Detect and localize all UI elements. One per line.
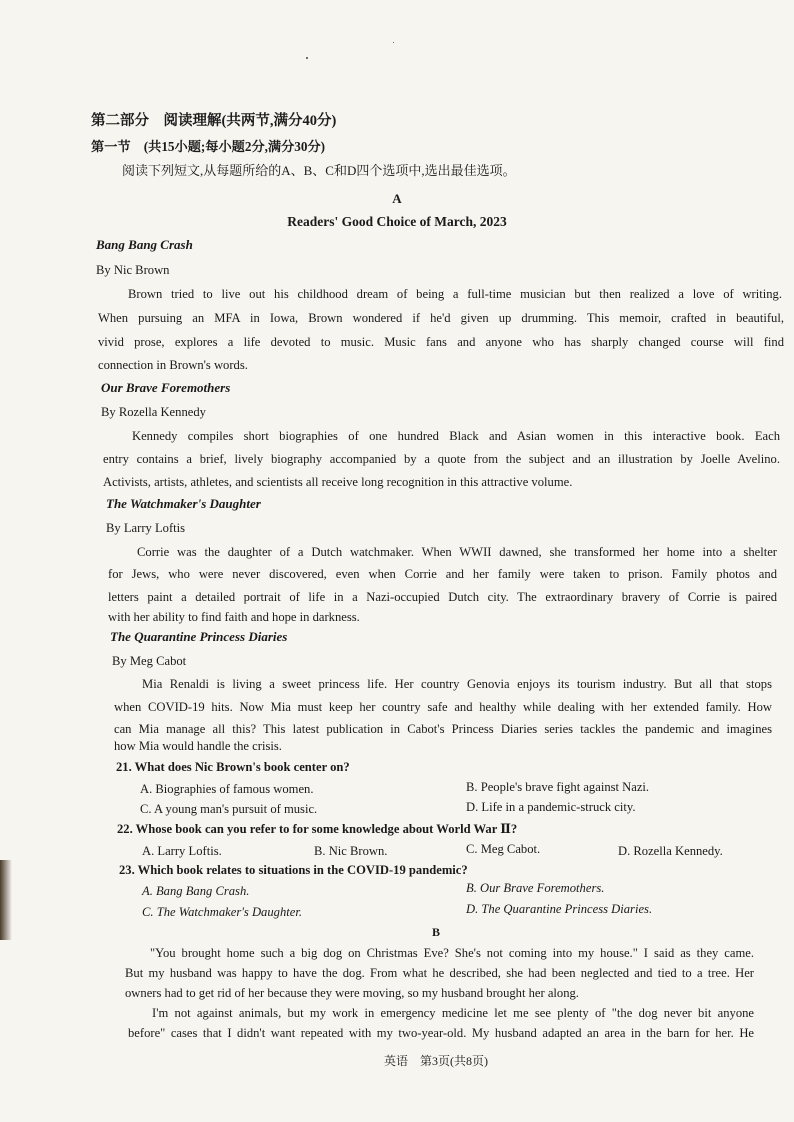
book-title: The Quarantine Princess Diaries [110,629,288,644]
page-footer: 英语 第3页(共8页) [384,1054,488,1068]
book-text-line: vivid prose, explores a life devoted to music. Music fans and anyone who has sharply changed course will find [98,335,784,349]
passage-a-title: Readers' Good Choice of March, 2023 [287,214,507,229]
book-title: The Watchmaker's Daughter [106,496,261,511]
book-text-line: connection in Brown's words. [98,358,248,372]
question-option: B. Our Brave Foremothers. [466,881,605,895]
question-stem: 22. Whose book can you refer to for some knowledge about World War Ⅱ? [117,822,518,836]
book-author: By Rozella Kennedy [101,405,206,419]
question-option: C. Meg Cabot. [466,842,541,856]
book-text-line: Kennedy compiles short biographies of one hundred Black and Asian women in this interactive book. Each [132,429,780,443]
book-text-line: entry contains a brief, lively biography accompanied by a quote from the subject and an illustration by Joelle Avelino. [103,452,780,466]
book-author: By Larry Loftis [106,521,186,535]
passage-b-line: "You brought home such a big dog on Christmas Eve? She's not coming into my house." I said as they came. [150,946,754,960]
question-option: B. People's brave fight against Nazi. [466,780,650,794]
passage-a-label: A [392,191,402,206]
book-text-line: Mia Renaldi is living a sweet princess life. Her country Genovia enjoys its tourism industry. But all that stops [142,677,772,691]
scan-speck [306,57,308,59]
question-stem: 21. What does Nic Brown's book center on? [116,760,350,774]
book-text-line: can Mia manage all this? This latest publication in Cabot's Princess Diaries series tackles the pandemic and imagines [114,722,772,736]
question-option: D. Life in a pandemic-struck city. [466,800,636,814]
question-option: C. A young man's pursuit of music. [140,802,318,816]
question-option: D. Rozella Kennedy. [618,844,723,858]
section-heading: 第一节 (共15小题;每小题2分,满分30分) [91,139,326,154]
scan-speck [393,42,394,43]
book-text-line: how Mia would handle the crisis. [114,739,282,753]
question-option: D. The Quarantine Princess Diaries. [466,902,653,916]
question-option: A. Bang Bang Crash. [142,884,250,898]
question-option: C. The Watchmaker's Daughter. [142,905,302,919]
passage-b-line: I'm not against animals, but my work in emergency medicine let me see plenty of "the dog never bit anyone [152,1006,754,1020]
passage-b-line: before" cases that I didn't want repeated with my two-year-old. My husband adapted an area in the barn for her. He [128,1026,754,1040]
scan-edge-shadow [0,860,12,940]
book-text-line: for Jews, who were never discovered, even when Corrie and her family were taken to prison. Family photos and [108,567,777,581]
passage-b-line: owners had to get rid of her because they were moving, so my husband brought her along. [125,986,579,1000]
passage-b-line: But my husband was happy to have the dog. From what he described, she had been neglected and tied to a tree. Her [125,966,754,980]
book-text-line: when COVID-19 hits. Now Mia must keep her country safe and healthy while dealing with her extended family. How [114,700,772,714]
instruction: 阅读下列短文,从每题所给的A、B、C和D四个选项中,选出最佳选项。 [122,163,516,178]
question-option: A. Biographies of famous women. [140,782,314,796]
book-text-line: Brown tried to live out his childhood dream of being a full-time musician but then realized a love of writing. [128,287,782,301]
book-author: By Meg Cabot [112,654,187,668]
question-option: B. Nic Brown. [314,844,388,858]
book-title: Our Brave Foremothers [101,380,231,395]
question-option: A. Larry Loftis. [142,844,222,858]
book-title: Bang Bang Crash [96,237,193,252]
book-text-line: When pursuing an MFA in Iowa, Brown wondered if he'd given up drumming. This memoir, crafted in beautiful, [98,311,784,325]
passage-b-label: B [432,925,441,939]
book-author: By Nic Brown [96,263,170,277]
question-stem: 23. Which book relates to situations in the COVID-19 pandemic? [119,863,468,877]
book-text-line: Activists, artists, athletes, and scientists all receive long recognition in this attractive volume. [103,475,573,489]
book-text-line: Corrie was the daughter of a Dutch watchmaker. When WWII dawned, she transformed her home into a shelter [137,545,777,559]
part-heading: 第二部分 阅读理解(共两节,满分40分) [91,113,337,129]
book-text-line: letters paint a detailed portrait of life in a Nazi-occupied Dutch city. The extraordinary bravery of Corrie is paired [108,590,777,604]
book-text-line: with her ability to find faith and hope in darkness. [108,610,360,624]
